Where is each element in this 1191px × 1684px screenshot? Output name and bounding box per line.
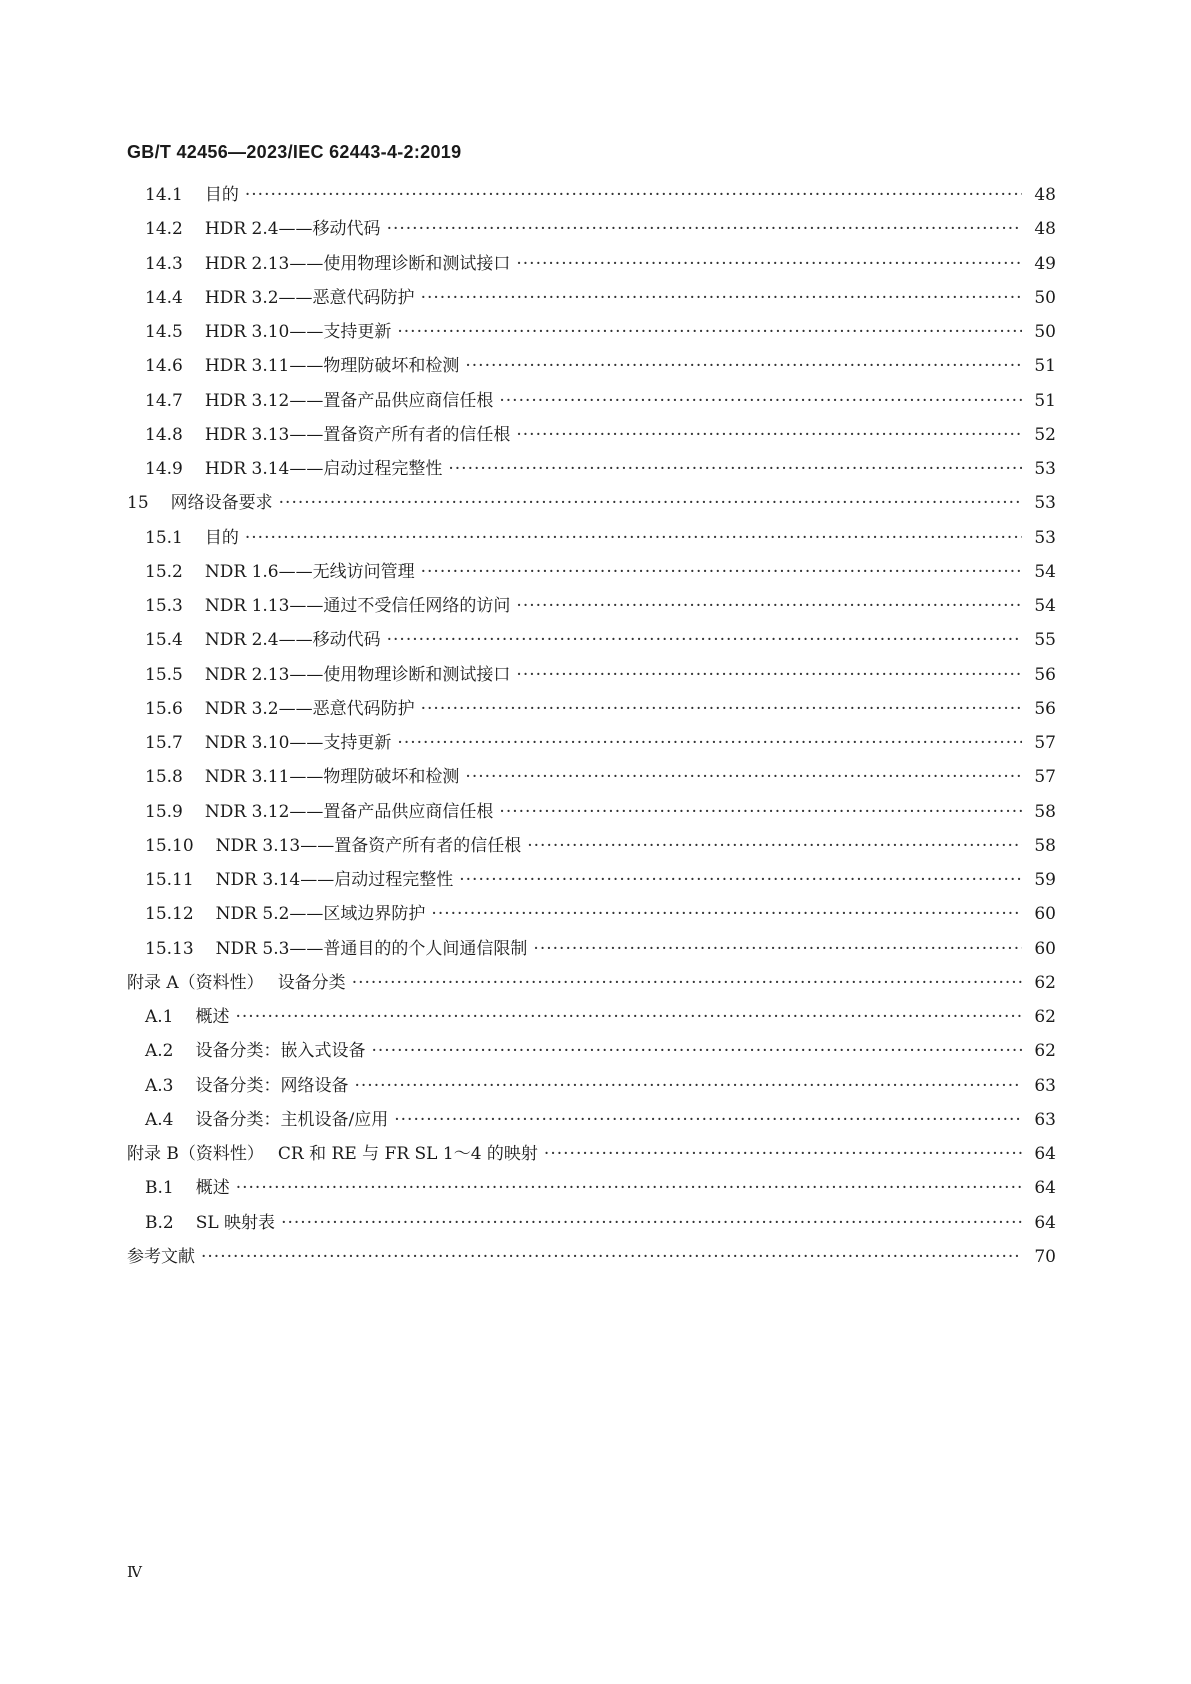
dot-leader <box>516 249 1022 279</box>
dot-leader <box>527 831 1022 861</box>
toc-entry[interactable] <box>145 1208 1056 1238</box>
toc-entry-title: 设备分类：主机设备/应用 <box>195 1109 389 1130</box>
dot-leader <box>421 694 1022 724</box>
toc-entry-page: 54 <box>1034 596 1056 616</box>
toc-entry-number: 附录 B（资料性） <box>127 1144 264 1164</box>
dot-leader <box>397 728 1022 758</box>
dot-leader <box>236 1002 1023 1032</box>
toc-entry-number: A.3 <box>145 1075 174 1096</box>
toc-entry[interactable] <box>127 1139 1056 1169</box>
toc-entry[interactable] <box>145 591 1056 621</box>
toc-entry-number: 15.10 <box>145 835 194 856</box>
toc-entry-title: NDR 2.4——移动代码 <box>204 630 381 651</box>
toc-entry-page: 53 <box>1034 527 1056 548</box>
toc-entry-title: HDR 3.10——支持更新 <box>204 322 392 342</box>
dot-leader <box>279 488 1022 518</box>
toc-entry-number: 15.1 <box>145 527 183 548</box>
toc-entry-title: 目的 <box>204 527 239 548</box>
dot-leader <box>516 420 1022 450</box>
toc-entry-page: 58 <box>1034 801 1056 822</box>
toc-entry-page: 64 <box>1034 1178 1056 1199</box>
toc-entry[interactable] <box>145 283 1056 313</box>
dot-leader <box>387 625 1022 655</box>
toc-entry-page: 59 <box>1034 870 1056 890</box>
toc-entry-page: 53 <box>1034 459 1056 479</box>
toc-entry-number: 14.3 <box>145 253 183 274</box>
dot-leader <box>465 351 1022 381</box>
toc-entry-number: 14.6 <box>145 356 183 377</box>
toc-entry-title: HDR 2.4——移动代码 <box>204 219 381 240</box>
toc-entry[interactable] <box>145 454 1056 484</box>
toc-entry-number: 15.13 <box>145 938 194 959</box>
dot-leader <box>387 214 1022 244</box>
toc-entry-number: 14.2 <box>145 219 183 240</box>
dot-leader <box>448 454 1022 484</box>
toc-entry[interactable] <box>145 523 1056 553</box>
toc-entry[interactable] <box>145 214 1056 244</box>
toc-entry-title: 概述 <box>195 1178 230 1199</box>
toc-entry-title: HDR 3.14——启动过程完整性 <box>204 459 443 479</box>
toc-entry-title: HDR 2.13——使用物理诊断和测试接口 <box>204 253 511 274</box>
toc-entry-page: 52 <box>1034 424 1056 445</box>
toc-entry-title: NDR 2.13——使用物理诊断和测试接口 <box>204 664 511 685</box>
toc-entry-number: 15.6 <box>145 698 183 719</box>
toc-entry-page: 49 <box>1034 253 1056 274</box>
toc-entry[interactable] <box>145 351 1056 381</box>
toc-entry-number: 15.2 <box>145 561 183 582</box>
toc-entry-title: NDR 5.2——区域边界防护 <box>215 904 426 925</box>
toc-entry[interactable] <box>145 831 1056 861</box>
toc-entry-number: 14.8 <box>145 424 183 445</box>
toc-entry-page: 54 <box>1034 561 1056 582</box>
dot-leader <box>245 180 1022 210</box>
toc-entry-title: HDR 3.2——恶意代码防护 <box>204 287 415 308</box>
dot-leader <box>372 1036 1023 1066</box>
toc-entry-title: CR 和 RE 与 FR SL 1～4 的映射 <box>277 1144 538 1164</box>
toc-entry[interactable] <box>127 1242 1056 1272</box>
dot-leader <box>459 865 1022 895</box>
page-number: Ⅳ <box>127 1563 142 1581</box>
toc-entry[interactable] <box>145 797 1056 827</box>
toc-entry[interactable] <box>145 762 1056 792</box>
toc-entry-page: 51 <box>1034 356 1056 377</box>
toc-entry[interactable] <box>145 420 1056 450</box>
toc-entry-number: 15.7 <box>145 733 183 753</box>
dot-leader <box>245 523 1022 553</box>
toc-entry[interactable] <box>145 694 1056 724</box>
toc-entry-title: NDR 5.3——普通目的的个人间通信限制 <box>215 938 528 959</box>
toc-entry[interactable] <box>145 865 1056 895</box>
toc-entry-page: 57 <box>1034 733 1056 753</box>
dot-leader <box>355 1071 1023 1101</box>
toc-entry[interactable] <box>145 1002 1056 1032</box>
toc-entry-number: 14.5 <box>145 322 183 342</box>
dot-leader <box>421 557 1022 587</box>
toc-entry-number: 14.1 <box>145 185 183 205</box>
toc-entry-number: A.1 <box>145 1007 174 1027</box>
toc-entry-page: 62 <box>1034 972 1056 993</box>
toc-entry[interactable] <box>127 488 1056 518</box>
toc-entry-number: 15.9 <box>145 801 183 822</box>
toc-entry-number: B.2 <box>145 1212 174 1233</box>
toc-entry-number: 15.8 <box>145 767 183 788</box>
toc-entry-number: B.1 <box>145 1178 174 1199</box>
dot-leader <box>236 1173 1022 1203</box>
toc-entry-page: 50 <box>1034 287 1056 308</box>
toc-entry[interactable] <box>145 899 1056 929</box>
toc-entry-title: NDR 3.2——恶意代码防护 <box>204 698 415 719</box>
dot-leader <box>201 1242 1022 1272</box>
toc-entry-page: 60 <box>1034 904 1056 925</box>
toc-entry[interactable] <box>145 728 1056 758</box>
dot-leader <box>544 1139 1022 1169</box>
toc-entry-page: 50 <box>1034 322 1056 342</box>
toc-entry-page: 70 <box>1034 1246 1056 1267</box>
toc-entry-page: 53 <box>1034 493 1056 514</box>
dot-leader <box>431 899 1022 929</box>
toc-entry-title: SL 映射表 <box>195 1212 276 1233</box>
toc-entry[interactable] <box>145 1071 1056 1101</box>
standard-id-header: GB/T 42456—2023/IEC 62443-4-2:2019 <box>127 142 462 162</box>
toc-entry-number: 15.4 <box>145 630 183 651</box>
toc-entry-title: 参考文献 <box>127 1246 195 1267</box>
dot-leader <box>499 386 1022 416</box>
toc-entry-number: 15.3 <box>145 596 183 616</box>
toc-entry-page: 51 <box>1034 390 1056 411</box>
toc-entry-number: A.4 <box>145 1109 174 1130</box>
toc-entry[interactable] <box>145 1105 1056 1135</box>
toc-entry-number: 15.5 <box>145 664 183 685</box>
toc-entry[interactable] <box>145 660 1056 690</box>
toc-entry-page: 60 <box>1034 938 1056 959</box>
toc-entry-page: 48 <box>1034 185 1056 205</box>
toc-entry[interactable] <box>145 1036 1056 1066</box>
toc-entry-title: 设备分类 <box>277 972 346 993</box>
toc-entry-title: NDR 3.13——置备资产所有者的信任根 <box>215 835 522 856</box>
toc-entry-page: 64 <box>1034 1144 1056 1164</box>
dot-leader <box>397 317 1022 347</box>
toc-entry-page: 64 <box>1034 1212 1056 1233</box>
toc-entry-number: 15.11 <box>145 870 194 890</box>
dot-leader <box>516 660 1022 690</box>
dot-leader <box>421 283 1022 313</box>
toc-entry-number: 14.4 <box>145 287 183 308</box>
toc-entry-page: 55 <box>1034 630 1056 651</box>
toc-entry-number: A.2 <box>145 1041 174 1062</box>
dot-leader <box>352 968 1022 998</box>
toc-entry[interactable] <box>145 934 1056 964</box>
toc-entry-title: NDR 3.10——支持更新 <box>204 733 392 753</box>
toc-entry[interactable] <box>145 249 1056 279</box>
toc-entry-page: 62 <box>1034 1041 1056 1062</box>
toc-entry-title: NDR 1.6——无线访问管理 <box>204 561 415 582</box>
toc-entry-page: 48 <box>1034 219 1056 240</box>
toc-entry-title: 概述 <box>195 1007 230 1027</box>
toc-entry-number: 14.7 <box>145 390 183 411</box>
toc-entry-title: 设备分类：嵌入式设备 <box>195 1041 366 1062</box>
toc-entry[interactable] <box>145 317 1056 347</box>
dot-leader <box>281 1208 1022 1238</box>
dot-leader <box>465 762 1022 792</box>
toc-entry-title: 目的 <box>204 185 239 205</box>
toc-entry-page: 56 <box>1034 698 1056 719</box>
toc-entry[interactable] <box>145 180 1056 210</box>
toc-entry-title: HDR 3.13——置备资产所有者的信任根 <box>204 424 511 445</box>
toc-entry-page: 63 <box>1034 1109 1056 1130</box>
toc-entry-page: 57 <box>1034 767 1056 788</box>
toc-entry-page: 63 <box>1034 1075 1056 1096</box>
toc-entry-title: HDR 3.11——物理防破坏和检测 <box>204 356 460 377</box>
toc-entry[interactable] <box>127 968 1056 998</box>
toc-entry-title: 网络设备要求 <box>170 493 273 514</box>
toc-entry-title: 设备分类：网络设备 <box>195 1075 349 1096</box>
toc-entry-page: 62 <box>1034 1007 1056 1027</box>
toc-entry-page: 56 <box>1034 664 1056 685</box>
toc-entry-title: HDR 3.12——置备产品供应商信任根 <box>204 390 494 411</box>
toc-entry-number: 15 <box>127 493 149 514</box>
toc-entry[interactable] <box>145 557 1056 587</box>
toc-entry-title: NDR 3.11——物理防破坏和检测 <box>204 767 460 788</box>
toc-entry-number: 14.9 <box>145 459 183 479</box>
dot-leader <box>516 591 1022 621</box>
dot-leader <box>394 1105 1022 1135</box>
toc-entry-number: 15.12 <box>145 904 194 925</box>
dot-leader <box>499 797 1022 827</box>
toc-entry[interactable] <box>145 1173 1056 1203</box>
toc-entry[interactable] <box>145 386 1056 416</box>
toc-entry-title: NDR 1.13——通过不受信任网络的访问 <box>204 596 511 616</box>
toc-entry-page: 58 <box>1034 835 1056 856</box>
toc-entry[interactable] <box>145 625 1056 655</box>
toc-entry-title: NDR 3.14——启动过程完整性 <box>215 870 454 890</box>
toc-entry-title: NDR 3.12——置备产品供应商信任根 <box>204 801 494 822</box>
dot-leader <box>533 934 1022 964</box>
toc-entry-number: 附录 A（资料性） <box>127 972 264 993</box>
